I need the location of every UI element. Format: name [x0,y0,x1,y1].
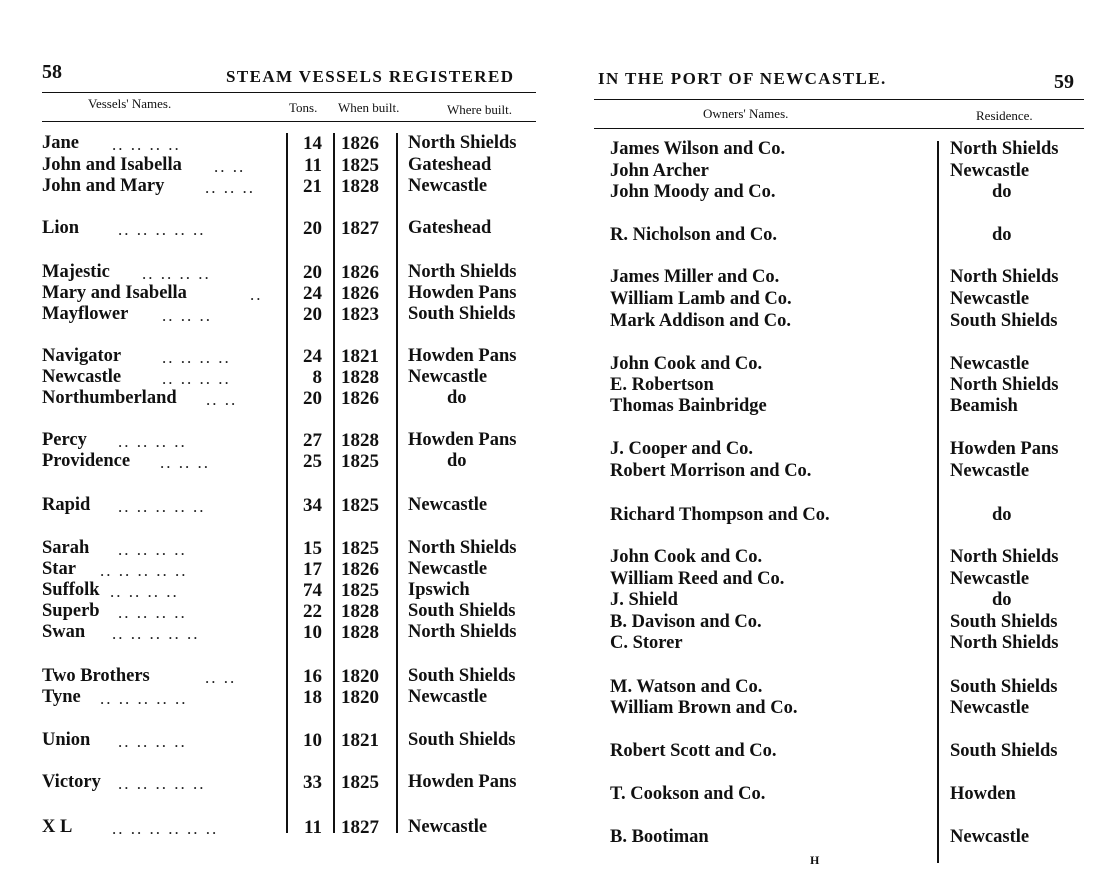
vessel-name: Two Brothers [42,666,150,686]
year-built: 1828 [341,430,379,451]
year-built: 1828 [341,176,379,197]
vessel-name: John and Mary [42,176,165,196]
leader-dots: .. [250,285,263,304]
owner-name: William Reed and Co. [610,569,785,589]
residence: Newcastle [950,569,1030,589]
tons-value: 27 [303,430,322,451]
leader-dots: .. .. .. .. .. [118,497,206,516]
where-built: Newcastle [408,559,488,579]
where-built: South Shields [408,601,516,621]
where-built: Ipswich [408,580,470,600]
right-page [580,0,1116,895]
vessel-name: Swan [42,622,86,642]
vessel-name: Superb [42,601,100,621]
running-head-left: STEAM VESSELS REGISTERED [226,67,515,86]
leader-dots: .. .. .. [160,453,210,472]
running-head-right: IN THE PORT OF NEWCASTLE. [598,69,887,88]
tons-value: 24 [303,283,322,304]
leader-dots: .. .. .. .. .. [112,624,200,643]
year-built: 1825 [341,495,379,516]
column-header-vessel: Vessels' Names. [88,96,172,111]
year-built: 1828 [341,622,379,643]
leader-dots: .. .. .. [162,306,212,325]
year-built: 1821 [341,730,379,751]
owner-name: James Miller and Co. [610,267,780,287]
tons-value: 15 [303,538,322,559]
leader-dots: .. .. .. .. [162,348,231,367]
vessel-name: Suffolk [42,580,100,600]
year-built: 1820 [341,666,379,687]
where-built: Newcastle [408,495,488,515]
page-number-right: 59 [1054,71,1074,93]
owner-name: C. Storer [610,633,683,653]
owner-name: John Moody and Co. [610,182,776,202]
tons-value: 34 [303,495,322,516]
residence: North Shields [950,375,1059,395]
residence: North Shields [950,267,1059,287]
header-rule-top [42,92,536,93]
owner-name: E. Robertson [610,375,714,395]
tons-value: 11 [304,155,322,176]
where-built: North Shields [408,622,517,642]
where-built: Gateshead [408,218,492,238]
vessel-name: Rapid [42,495,91,515]
where-built: do [447,451,467,471]
leader-dots: .. .. .. .. [110,582,179,601]
residence: South Shields [950,612,1058,632]
tons-value: 20 [303,388,322,409]
leader-dots: .. .. .. .. [112,135,181,154]
vessel-name: Percy [42,430,87,450]
column-header-owner: Owners' Names. [703,106,789,121]
residence: North Shields [950,547,1059,567]
tons-value: 8 [312,367,322,388]
where-built: North Shields [408,262,517,282]
where-built: Newcastle [408,176,488,196]
vessel-name: Newcastle [42,367,122,387]
where-built: Howden Pans [408,430,517,450]
year-built: 1826 [341,388,379,409]
owner-name: Robert Scott and Co. [610,741,777,761]
residence: Newcastle [950,461,1030,481]
where-built: North Shields [408,538,517,558]
leader-dots: .. .. .. .. [118,732,187,751]
vessel-name: Union [42,730,91,750]
leader-dots: .. .. .. .. .. .. [112,819,219,838]
owner-name: Richard Thompson and Co. [610,505,830,525]
where-built: Howden Pans [408,346,517,366]
tons-value: 33 [303,772,322,793]
residence: Beamish [950,396,1018,416]
year-built: 1825 [341,155,379,176]
vessel-name: Navigator [42,346,122,366]
where-built: Howden Pans [408,772,517,792]
year-built: 1826 [341,262,379,283]
year-built: 1826 [341,133,379,154]
tons-value: 10 [303,622,322,643]
tons-value: 18 [303,687,322,708]
owner-name: James Wilson and Co. [610,139,786,159]
residence: Newcastle [950,161,1030,181]
where-built: Howden Pans [408,283,517,303]
owner-name: Mark Addison and Co. [610,311,791,331]
column-rule [286,133,288,833]
tons-value: 21 [303,176,322,197]
vessel-name: Mayflower [42,304,129,324]
owner-name: B. Davison and Co. [610,612,762,632]
where-built: Newcastle [408,687,488,707]
year-built: 1820 [341,687,379,708]
tons-value: 20 [303,218,322,239]
owner-name: Thomas Bainbridge [610,396,767,416]
year-built: 1826 [341,559,379,580]
owner-name: T. Cookson and Co. [610,784,766,804]
residence: South Shields [950,741,1058,761]
owner-name: J. Cooper and Co. [610,439,754,459]
column-header-tons: Tons. [289,100,318,115]
where-built: Newcastle [408,367,488,387]
tons-value: 17 [303,559,322,580]
tons-value: 22 [303,601,322,622]
year-built: 1827 [341,817,379,838]
owner-name: B. Bootiman [610,827,709,847]
header-rule-top [594,99,1084,100]
vessel-name: Mary and Isabella [42,283,187,303]
year-built: 1825 [341,451,379,472]
leader-dots: .. .. .. .. [118,432,187,451]
where-built: do [447,388,467,408]
leader-dots: .. .. .. [205,178,255,197]
tons-value: 14 [303,133,322,154]
year-built: 1825 [341,772,379,793]
owner-name: John Cook and Co. [610,354,763,374]
residence: do [992,182,1012,202]
tons-value: 24 [303,346,322,367]
year-built: 1821 [341,346,379,367]
signature-mark: H [810,853,820,867]
vessel-name: Tyne [42,687,81,707]
owner-name: William Brown and Co. [610,698,798,718]
residence: Newcastle [950,827,1030,847]
column-rule [396,133,398,833]
residence: Howden [950,784,1016,804]
where-built: Newcastle [408,817,488,837]
leader-dots: .. .. .. .. .. [118,774,206,793]
owner-name: J. Shield [610,590,678,610]
owner-name: Robert Morrison and Co. [610,461,812,481]
vessel-name: Victory [42,772,101,792]
where-built: Gateshead [408,155,492,175]
leader-dots: .. .. .. .. [118,540,187,559]
year-built: 1828 [341,601,379,622]
column-rule [937,141,939,863]
page-number-left: 58 [42,61,62,83]
leader-dots: .. .. [214,157,246,176]
owner-name: M. Watson and Co. [610,677,763,697]
residence: South Shields [950,311,1058,331]
owner-name: John Cook and Co. [610,547,763,567]
leader-dots: .. .. .. .. [162,369,231,388]
residence: Newcastle [950,354,1030,374]
where-built: South Shields [408,666,516,686]
tons-value: 10 [303,730,322,751]
year-built: 1825 [341,538,379,559]
column-rule [333,133,335,833]
header-rule-bottom [594,128,1084,129]
vessel-name: Northumberland [42,388,177,408]
owner-name: William Lamb and Co. [610,289,792,309]
left-page [0,0,548,895]
residence: North Shields [950,633,1059,653]
residence: Newcastle [950,698,1030,718]
vessel-name: Majestic [42,262,110,282]
leader-dots: .. .. [206,390,238,409]
header-rule-bottom [42,121,536,122]
year-built: 1823 [341,304,379,325]
leader-dots: .. .. .. .. [118,603,187,622]
residence: do [992,590,1012,610]
tons-value: 20 [303,262,322,283]
owner-name: R. Nicholson and Co. [610,225,778,245]
leader-dots: .. .. [205,668,237,687]
vessel-name: Lion [42,218,80,238]
year-built: 1827 [341,218,379,239]
vessel-name: Sarah [42,538,90,558]
residence: South Shields [950,677,1058,697]
vessel-name: X L [42,817,73,837]
column-header-built: When built. [338,100,400,115]
year-built: 1826 [341,283,379,304]
vessel-name: Providence [42,451,131,471]
owner-name: John Archer [610,161,709,181]
residence: North Shields [950,139,1059,159]
residence: do [992,225,1012,245]
tons-value: 20 [303,304,322,325]
leader-dots: .. .. .. .. .. [100,689,188,708]
vessel-name: John and Isabella [42,155,182,175]
tons-value: 16 [303,666,322,687]
year-built: 1825 [341,580,379,601]
vessel-name: Star [42,559,76,579]
column-header-where: Where built. [447,102,512,117]
residence: do [992,505,1012,525]
year-built: 1828 [341,367,379,388]
vessel-name: Jane [42,133,79,153]
residence: Howden Pans [950,439,1059,459]
residence: Newcastle [950,289,1030,309]
tons-value: 11 [304,817,322,838]
column-header-residence: Residence. [976,108,1033,123]
leader-dots: .. .. .. .. .. [118,220,206,239]
tons-value: 74 [303,580,322,601]
tons-value: 25 [303,451,322,472]
where-built: South Shields [408,304,516,324]
leader-dots: .. .. .. .. [142,264,211,283]
leader-dots: .. .. .. .. .. [100,561,188,580]
where-built: North Shields [408,133,517,153]
where-built: South Shields [408,730,516,750]
